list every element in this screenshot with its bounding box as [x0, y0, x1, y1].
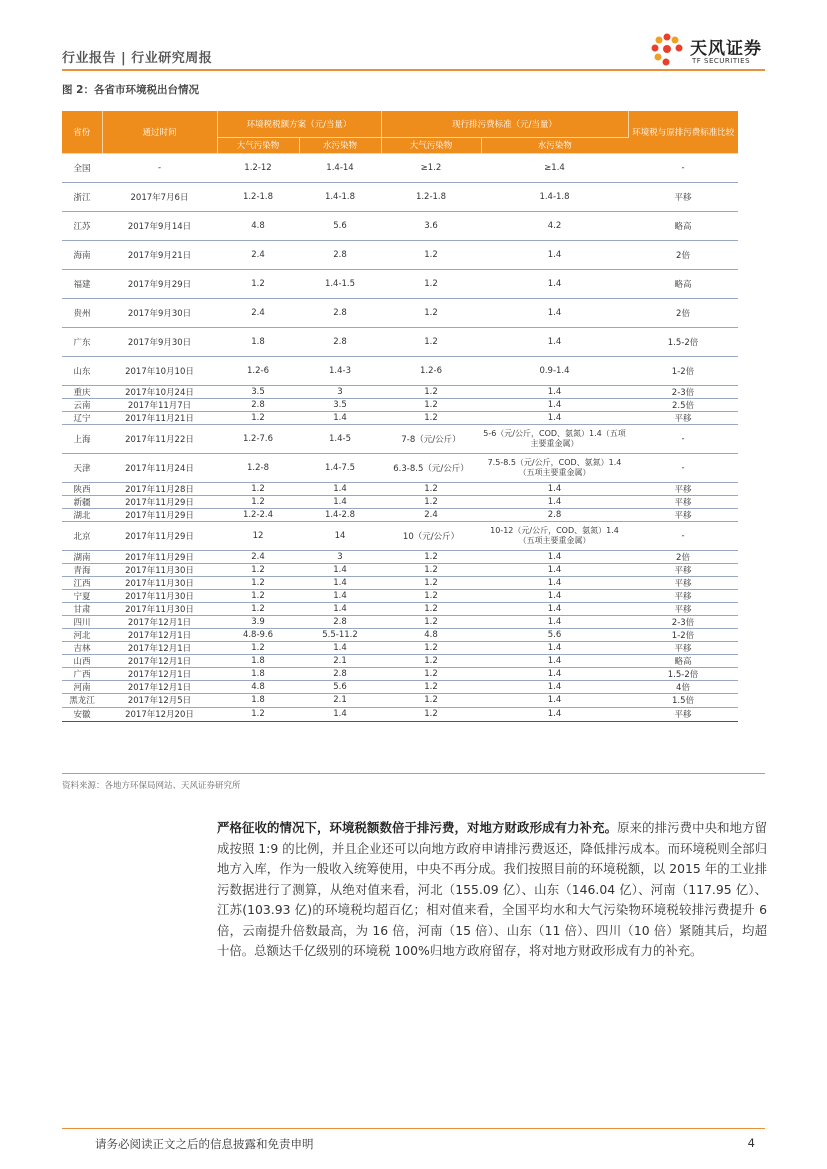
table-cell: ≥1.2	[381, 153, 481, 182]
table-row	[62, 240, 738, 269]
table-cell: 1.4	[481, 482, 628, 495]
table-cell: 1.8	[217, 693, 299, 707]
table-row	[62, 327, 738, 356]
table-cell: 5.6	[299, 680, 381, 693]
table-cell: 1.4-1.8	[299, 182, 381, 211]
table-cell: 山东	[62, 356, 102, 385]
table-cell: 1.2	[217, 602, 299, 615]
table-cell: 2倍	[628, 240, 738, 269]
table-cell: 2.1	[299, 654, 381, 667]
table-cell: 1.5-2倍	[628, 667, 738, 680]
table-cell: 1.4	[481, 576, 628, 589]
table-cell: 1.4	[481, 654, 628, 667]
table-cell: 7.5-8.5（元/公斤，COD、氨氮）1.4（五项主要重金属）	[481, 453, 628, 482]
table-cell: 1-2倍	[628, 356, 738, 385]
table-cell: 1.2	[217, 495, 299, 508]
table-cell: 平移	[628, 589, 738, 602]
table-cell: -	[628, 521, 738, 550]
table-cell: 1.2	[381, 482, 481, 495]
table-cell: 2017年9月30日	[102, 327, 217, 356]
table-cell: 7-8（元/公斤）	[381, 424, 481, 453]
table-cell: 1.2	[381, 495, 481, 508]
env-tax-table-container	[62, 111, 738, 722]
table-cell: 平移	[628, 576, 738, 589]
table-cell: 4.2	[481, 211, 628, 240]
table-cell: 1.4	[299, 589, 381, 602]
header-province: 省份	[62, 111, 102, 153]
table-cell: 2-3倍	[628, 385, 738, 398]
table-cell: 1.2	[217, 576, 299, 589]
table-cell: 平移	[628, 508, 738, 521]
table-row	[62, 628, 738, 641]
table-cell: 2017年9月21日	[102, 240, 217, 269]
table-cell: 1.8	[217, 654, 299, 667]
table-cell: 1.4	[481, 269, 628, 298]
table-cell: 4.8	[217, 680, 299, 693]
table-cell: 1.2-6	[217, 356, 299, 385]
table-cell: 1.2-6	[381, 356, 481, 385]
table-cell: 1.4-1.5	[299, 269, 381, 298]
table-cell: 2.8	[299, 240, 381, 269]
table-cell: 略高	[628, 211, 738, 240]
table-cell: 2017年11月22日	[102, 424, 217, 453]
table-cell: -	[628, 424, 738, 453]
table-cell: 1.2	[381, 385, 481, 398]
table-row	[62, 576, 738, 589]
table-cell: 2017年12月1日	[102, 667, 217, 680]
table-cell: 2017年11月29日	[102, 550, 217, 563]
table-row	[62, 356, 738, 385]
footer-divider	[62, 1128, 765, 1129]
table-cell: 1.4	[481, 693, 628, 707]
table-cell: 2017年12月1日	[102, 628, 217, 641]
table-cell: 1.4-14	[299, 153, 381, 182]
table-cell: 4.8	[381, 628, 481, 641]
table-cell: 1.4	[481, 398, 628, 411]
table-cell: 2017年11月21日	[102, 411, 217, 424]
table-cell: 河北	[62, 628, 102, 641]
table-cell: 2017年12月20日	[102, 707, 217, 721]
table-cell: 2-3倍	[628, 615, 738, 628]
table-cell: 重庆	[62, 385, 102, 398]
table-cell: 2017年12月1日	[102, 641, 217, 654]
paragraph-lead: 严格征收的情况下，环境税额数倍于排污费，对地方财政形成有力补充。	[217, 820, 618, 835]
table-cell: 吉林	[62, 641, 102, 654]
table-cell: 平移	[628, 602, 738, 615]
header-air: 大气污染物	[217, 137, 299, 153]
table-cell: 平移	[628, 563, 738, 576]
table-cell: 2017年11月24日	[102, 453, 217, 482]
table-cell: 2.8	[299, 298, 381, 327]
table-row	[62, 298, 738, 327]
table-row	[62, 707, 738, 721]
table-cell: 1.4	[481, 680, 628, 693]
table-cell: 2017年11月29日	[102, 495, 217, 508]
table-row	[62, 521, 738, 550]
table-cell: 1.4	[481, 602, 628, 615]
table-cell: 5.6	[299, 211, 381, 240]
table-row	[62, 453, 738, 482]
table-cell: 2017年10月10日	[102, 356, 217, 385]
table-cell: 略高	[628, 269, 738, 298]
header-water: 水污染物	[299, 137, 381, 153]
table-cell: 湖南	[62, 550, 102, 563]
table-row	[62, 602, 738, 615]
source-divider	[62, 773, 765, 774]
table-cell: 1.4	[481, 495, 628, 508]
table-cell: 2017年11月30日	[102, 602, 217, 615]
table-cell: 1.2	[381, 641, 481, 654]
table-cell: 1-2倍	[628, 628, 738, 641]
table-cell: 5.6	[481, 628, 628, 641]
header-env-tax-group: 环境税税额方案（元/当量）	[217, 111, 381, 137]
table-row	[62, 495, 738, 508]
table-cell: 1.2	[217, 641, 299, 654]
table-cell: 1.4	[299, 411, 381, 424]
table-cell: 2.4	[217, 240, 299, 269]
table-cell: 1.2	[381, 654, 481, 667]
table-cell: 2017年9月30日	[102, 298, 217, 327]
table-row	[62, 680, 738, 693]
table-cell: 2倍	[628, 550, 738, 563]
table-cell: 1.4	[481, 298, 628, 327]
table-row	[62, 211, 738, 240]
table-cell: 1.2-1.8	[217, 182, 299, 211]
table-cell: 1.2	[381, 576, 481, 589]
table-row	[62, 550, 738, 563]
table-cell: 2.4	[381, 508, 481, 521]
table-cell: 1.2	[381, 298, 481, 327]
table-row	[62, 589, 738, 602]
table-cell: 1.2	[381, 667, 481, 680]
analysis-paragraph	[217, 818, 767, 962]
table-cell: 安徽	[62, 707, 102, 721]
table-cell: 广东	[62, 327, 102, 356]
table-cell: 海南	[62, 240, 102, 269]
env-tax-table	[62, 111, 738, 722]
table-cell: 1.2	[217, 707, 299, 721]
table-cell: 1.4-5	[299, 424, 381, 453]
table-row	[62, 411, 738, 424]
table-cell: 黑龙江	[62, 693, 102, 707]
table-cell: 1.4	[481, 563, 628, 576]
table-cell: 2.8	[299, 327, 381, 356]
table-cell: 1.4	[481, 615, 628, 628]
table-cell: 天津	[62, 453, 102, 482]
tf-logo-icon	[648, 30, 686, 70]
table-cell: 1.2-8	[217, 453, 299, 482]
table-cell: 1.8	[217, 327, 299, 356]
table-cell: 2.5倍	[628, 398, 738, 411]
table-cell: 2.4	[217, 298, 299, 327]
table-cell: 1.2-7.6	[217, 424, 299, 453]
table-cell: 1.4-3	[299, 356, 381, 385]
table-cell: 2017年12月1日	[102, 615, 217, 628]
table-cell: 2017年9月14日	[102, 211, 217, 240]
table-cell: 1.2-1.8	[381, 182, 481, 211]
table-cell: 1.2	[381, 398, 481, 411]
table-cell: 1.2	[217, 563, 299, 576]
table-cell: 1.4-7.5	[299, 453, 381, 482]
table-cell: 1.2	[217, 482, 299, 495]
paragraph-body: 原来的排污费中央和地方留成按照 1:9 的比例，并且企业还可以向地方政府申请排污费返还，降低排污成本。而环境税则全部归地方入库，作为一般收入统筹使用，中央不再分成。我们按照目前的环境税额，以 2015 年的工业排污数据进行了测算，从绝对值来看，河北（155.09 亿）、山东（146.04 亿）、河南（117.95 亿）、江苏(103.93 亿)的环境税均超百亿；相对值来看，全国平均水和大气污染物环境税较排污费提升 6 倍，云南提升倍数最高，为 16 倍，河南（15 倍）、山东（11 倍）、四川（10 倍）紧随其后，均超十倍。总额达千亿级别的环境税 100%归地方政府留存，将对地方财政形成有力的补充。	[217, 820, 768, 958]
table-cell: 广西	[62, 667, 102, 680]
table-cell: 1.4	[299, 495, 381, 508]
table-cell: 1.2	[381, 615, 481, 628]
table-cell: 2.1	[299, 693, 381, 707]
header-fee-group: 现行排污费标准（元/当量）	[381, 111, 628, 137]
table-cell: 1.4-2.8	[299, 508, 381, 521]
header-air-fee: 大气污染物	[381, 137, 481, 153]
table-cell: 1.4	[299, 602, 381, 615]
table-cell: 1.4	[481, 589, 628, 602]
table-cell: 平移	[628, 707, 738, 721]
header-water-fee: 水污染物	[481, 137, 628, 153]
table-cell: -	[628, 453, 738, 482]
table-cell: 5.5-11.2	[299, 628, 381, 641]
table-cell: 2017年9月29日	[102, 269, 217, 298]
table-cell: 1.4	[481, 667, 628, 680]
table-cell: 3.5	[299, 398, 381, 411]
table-cell: 14	[299, 521, 381, 550]
table-cell: 1.2	[381, 589, 481, 602]
table-cell: 平移	[628, 482, 738, 495]
table-cell: 1.4	[299, 482, 381, 495]
logo-name-cn: 天风证券	[690, 39, 762, 59]
header-date: 通过时间	[102, 111, 217, 153]
table-cell: 1.4	[481, 641, 628, 654]
table-cell: 1.2	[381, 269, 481, 298]
table-cell: 0.9-1.4	[481, 356, 628, 385]
table-cell: 4倍	[628, 680, 738, 693]
table-cell: 1.2	[381, 550, 481, 563]
table-cell: 1.4-1.8	[481, 182, 628, 211]
table-cell: 浙江	[62, 182, 102, 211]
table-cell: 1.2	[217, 411, 299, 424]
table-cell: 全国	[62, 153, 102, 182]
table-cell: 2017年11月30日	[102, 576, 217, 589]
table-cell: 3	[299, 385, 381, 398]
header-divider	[62, 69, 765, 71]
table-row	[62, 615, 738, 628]
table-cell: 2.8	[217, 398, 299, 411]
table-cell: 4.8-9.6	[217, 628, 299, 641]
table-cell: 1.4	[481, 327, 628, 356]
table-cell: 甘肃	[62, 602, 102, 615]
table-cell: 6.3-8.5（元/公斤）	[381, 453, 481, 482]
table-cell: 2017年11月30日	[102, 589, 217, 602]
table-cell: 1.2-12	[217, 153, 299, 182]
table-cell: 江西	[62, 576, 102, 589]
table-cell: 1.2	[217, 269, 299, 298]
table-cell: 青海	[62, 563, 102, 576]
table-cell: 云南	[62, 398, 102, 411]
table-cell: 2017年11月29日	[102, 508, 217, 521]
table-cell: 宁夏	[62, 589, 102, 602]
table-cell: 2017年12月5日	[102, 693, 217, 707]
report-header-title: 行业报告 | 行业研究周报	[62, 51, 213, 66]
table-cell: 四川	[62, 615, 102, 628]
table-cell: 平移	[628, 641, 738, 654]
table-cell: 2.8	[299, 667, 381, 680]
table-cell: 福建	[62, 269, 102, 298]
table-cell: 1.2	[217, 589, 299, 602]
table-row	[62, 398, 738, 411]
table-cell: 1.4	[299, 563, 381, 576]
table-cell: 平移	[628, 182, 738, 211]
table-cell: 12	[217, 521, 299, 550]
table-cell: 2017年11月29日	[102, 521, 217, 550]
table-cell: 3.6	[381, 211, 481, 240]
table-cell: 10-12（元/公斤，COD、氨氮）1.4（五项主要重金属）	[481, 521, 628, 550]
table-row	[62, 508, 738, 521]
table-row	[62, 654, 738, 667]
logo-name-en: TF SECURITIES	[692, 57, 751, 65]
source-note: 资料来源：各地方环保局网站、天风证券研究所	[62, 781, 241, 791]
table-cell: 1.2	[381, 693, 481, 707]
table-cell: 1.2	[381, 563, 481, 576]
table-cell: 2017年10月24日	[102, 385, 217, 398]
table-cell: 湖北	[62, 508, 102, 521]
table-cell: 1.4	[481, 240, 628, 269]
table-cell: 2017年7月6日	[102, 182, 217, 211]
table-cell: 平移	[628, 495, 738, 508]
table-cell: 贵州	[62, 298, 102, 327]
table-cell: 1.2	[381, 240, 481, 269]
table-cell: 1.4	[481, 411, 628, 424]
table-cell: 1.4	[299, 707, 381, 721]
company-logo	[648, 30, 768, 70]
table-cell: ≥1.4	[481, 153, 628, 182]
table-row	[62, 641, 738, 654]
table-cell: 3.9	[217, 615, 299, 628]
table-cell: 10（元/公斤）	[381, 521, 481, 550]
table-cell: 辽宁	[62, 411, 102, 424]
table-cell: 2倍	[628, 298, 738, 327]
table-row	[62, 269, 738, 298]
table-row	[62, 385, 738, 398]
table-cell: 1.5-2倍	[628, 327, 738, 356]
table-cell: 1.2-2.4	[217, 508, 299, 521]
table-cell: 北京	[62, 521, 102, 550]
table-cell: 3	[299, 550, 381, 563]
table-row	[62, 482, 738, 495]
table-row	[62, 153, 738, 182]
table-cell: 2.8	[481, 508, 628, 521]
table-cell: 1.2	[381, 680, 481, 693]
table-cell: 2017年12月1日	[102, 680, 217, 693]
table-cell: 3.5	[217, 385, 299, 398]
table-row	[62, 563, 738, 576]
table-row	[62, 182, 738, 211]
figure-title: 图 2：各省市环境税出台情况	[62, 84, 199, 96]
table-cell: -	[102, 153, 217, 182]
table-cell: 略高	[628, 654, 738, 667]
table-cell: 5-6（元/公斤，COD、氨氮）1.4（五项主要重金属）	[481, 424, 628, 453]
table-row	[62, 424, 738, 453]
table-cell: 1.2	[381, 707, 481, 721]
table-cell: 2017年11月30日	[102, 563, 217, 576]
table-cell: 1.8	[217, 667, 299, 680]
table-cell: 1.4	[299, 641, 381, 654]
table-cell: 上海	[62, 424, 102, 453]
table-cell: 1.2	[381, 411, 481, 424]
table-cell: 陕西	[62, 482, 102, 495]
table-cell: 1.4	[481, 550, 628, 563]
table-cell: 山西	[62, 654, 102, 667]
table-cell: 河南	[62, 680, 102, 693]
page-number: 4	[747, 1136, 755, 1150]
table-cell: 2.8	[299, 615, 381, 628]
table-cell: 2017年11月7日	[102, 398, 217, 411]
table-cell: 1.5倍	[628, 693, 738, 707]
table-cell: 2017年11月28日	[102, 482, 217, 495]
table-cell: 1.2	[381, 327, 481, 356]
table-cell: 1.4	[481, 385, 628, 398]
table-row	[62, 667, 738, 680]
footer-disclaimer: 请务必阅读正文之后的信息披露和免责申明	[95, 1137, 314, 1151]
table-cell: 平移	[628, 411, 738, 424]
table-cell: 新疆	[62, 495, 102, 508]
table-cell: -	[628, 153, 738, 182]
header-compare: 环境税与原排污费标准比较	[628, 111, 738, 153]
table-cell: 1.4	[299, 576, 381, 589]
table-cell: 2.4	[217, 550, 299, 563]
table-cell: 1.2	[381, 602, 481, 615]
table-cell: 4.8	[217, 211, 299, 240]
table-cell: 江苏	[62, 211, 102, 240]
table-body	[62, 153, 738, 721]
table-row	[62, 693, 738, 707]
table-cell: 1.4	[481, 707, 628, 721]
table-cell: 2017年12月1日	[102, 654, 217, 667]
